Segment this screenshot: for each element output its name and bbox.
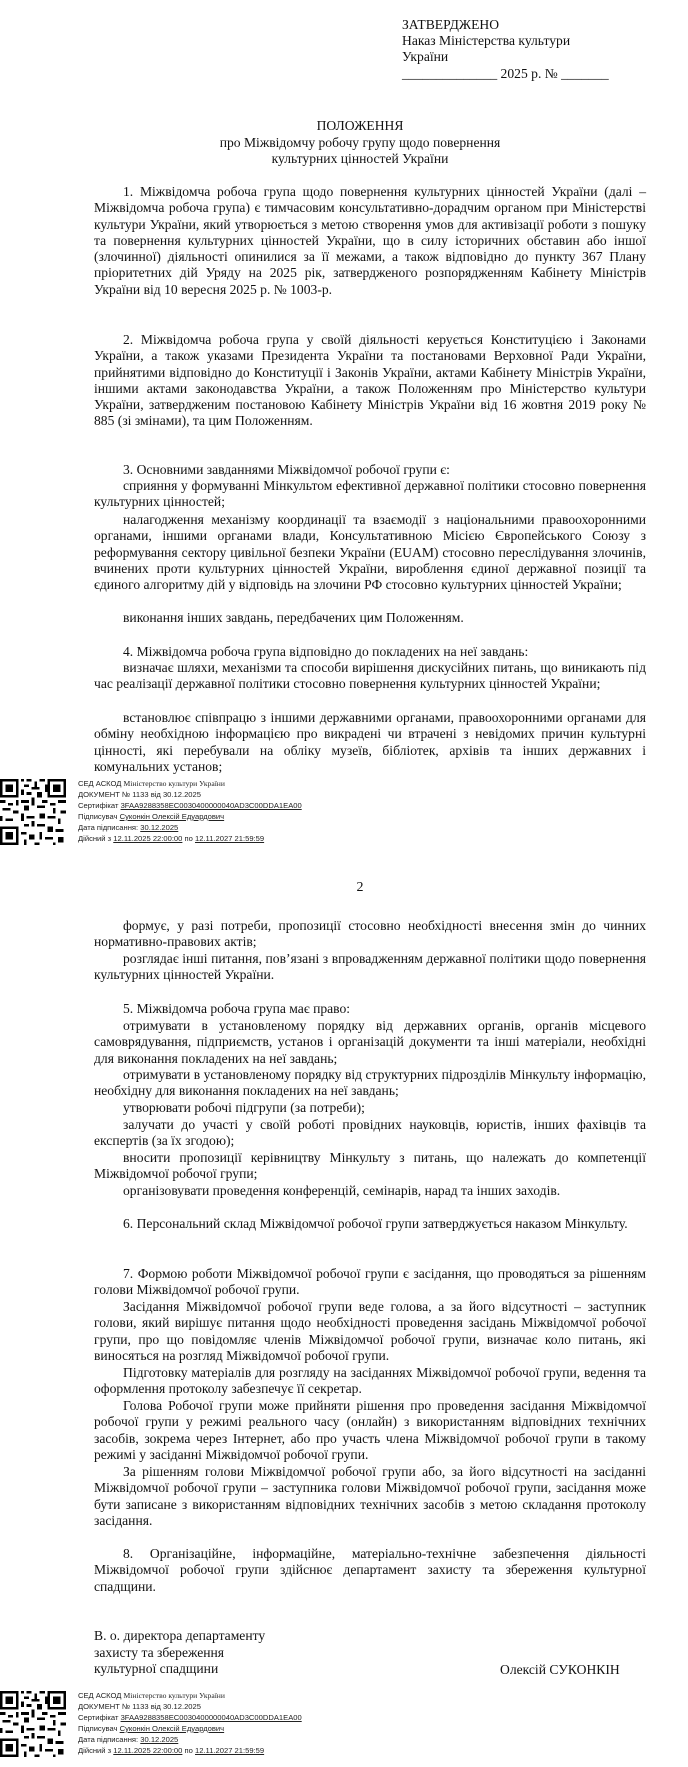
- paragraph-5-item-d: залучати до участі у своїй роботі провідних науковців, юристів, інших фахівців та експертів (за їх згодою);: [94, 1117, 646, 1149]
- signatory-position-line-2: захисту та збереження: [94, 1644, 225, 1660]
- sed-valid-label: Дійсний з: [78, 1746, 112, 1755]
- paragraph-4-heading: 4. Міжвідомча робоча група відповідно до покладених на неї завдань:: [123, 644, 529, 659]
- document-subtitle-1: про Міжвідомчу робочу групу щодо повернення: [219, 135, 501, 150]
- sed-document-number: ДОКУМЕНТ № 1133 від 30.12.2025: [78, 1702, 201, 1711]
- signatory-position-line-1: В. о. директора департаменту: [94, 1628, 266, 1643]
- paragraph-5-heading: 5. Міжвідомча робоча група має право:: [123, 1001, 351, 1016]
- paragraph-5-item-b: отримувати в установленому порядку від структурних підрозділів Мінкульту інформацію, необхідну для виконання покладених на неї завдань;: [94, 1067, 646, 1099]
- sed-signer-label: Підписувач: [78, 812, 118, 821]
- paragraph-7-item-d: За рішенням голови Міжвідомчої робочої групи або, за його відсутності на засіданні Міжвідомчої робочої групи – заступника голови Міжвідомчої робочої групи, засідання може бути записане з використанням відповідних технічних засобів з метою складання протоколу засідання.: [94, 1464, 646, 1528]
- paragraph-8: 8. Організаційне, інформаційне, матеріально-технічне забезпечення діяльності Міжвідомчої робочої групи здійснює департамент захисту та збереження культурної спадщини.: [94, 1546, 646, 1594]
- paragraph-5-item-a: отримувати в установленому порядку від державних органів, органів місцевого самоврядування, підприємств, установ і організацій документи та інші матеріали, необхідні для виконання покладених на неї завдань;: [94, 1018, 646, 1066]
- paragraph-5-item-e: вносити пропозиції керівництву Мінкульту з питань, що належать до компетенції Міжвідомчої робочої групи;: [94, 1150, 646, 1182]
- document-subtitle-2: культурних цінностей України: [271, 151, 449, 166]
- page-number: 2: [356, 880, 364, 895]
- sed-date-label: Дата підписання:: [78, 823, 139, 832]
- paragraph-2: 2. Міжвідомча робоча група у своїй діяльності керується Конституцією і Законами України, а також указами Президента України та постановами Верховної Ради України, прийнятими відповідно до Конституції і Законів України, актами Кабінету Міністрів України, іншими актами законодавства України, а також Положенням про Міністерство культури України, затвердженим постановою Кабінету Міністрів України від 16 жовтня 2019 року № 885 (зі змінами), та цим Положенням.: [94, 332, 646, 429]
- sed-valid-to-link[interactable]: 12.11.2027 21:59:59: [194, 1746, 265, 1755]
- paragraph-5-item-c: утворювати робочі підгрупи (за потреби);: [123, 1100, 365, 1115]
- sed-certificate-label: Сертифікат: [78, 801, 119, 810]
- electronic-signature-stamp: [0, 779, 330, 849]
- paragraph-1: 1. Міжвідомча робоча група щодо повернення культурних цінностей України (далі – Міжвідомча робоча група) є тимчасовим консультативно-дорадчим органом при Міністерстві культури України, який утворюється з метою створення умов для активізації роботи з пошуку та повернення культурних цінностей України, що в силу історичних обставин або іншої (злочинної) діяльності опинилися за її межами, а також відповідно до пункту 367 Плану пріоритетних дій Уряду на 2025 рік, затвердженого розпорядженням Кабінету Міністрів України від 10 вересня 2025 р. № 1003-р.: [94, 184, 646, 297]
- sed-valid-from-link[interactable]: 12.11.2025 22:00:00: [113, 834, 183, 843]
- approval-date-number: ______________ 2025 р. № _______: [402, 65, 609, 81]
- sed-date-link[interactable]: 30.12.2025: [140, 1735, 179, 1744]
- signatory-position-line-3: культурної спадщини: [94, 1661, 219, 1676]
- electronic-signature-stamp: [0, 1691, 330, 1761]
- sed-signer-link[interactable]: Суконкін Олексій Едуардович: [119, 1724, 225, 1733]
- sed-document-number: ДОКУМЕНТ № 1133 від 30.12.2025: [78, 790, 201, 799]
- sed-signer-label: Підписувач: [78, 1724, 118, 1733]
- paragraph-3-item-b: налагодження механізму координації та взаємодії з національними правоохоронними органами, іншими органами влади, Консультативною Місією Європейського Союзу з реформування сектору цивільної безпеки України (EUAM) стосовно переслідування злочинів, вчинених проти культурних цінностей України, вироблення єдиної державної позиції та єдиного алгоритму дій у відповідь на злочини РФ стосовно культурних цінностей України;: [94, 512, 646, 593]
- paragraph-4-item-a: визначає шляхи, механізми та способи вирішення дискусійних питань, що виникають під час реалізації державної політики стосовно повернення культурних цінностей України;: [94, 660, 646, 692]
- paragraph-4-item-c: формує, у разі потреби, пропозиції стосовно необхідності внесення змін до чинних нормативно-правових актів;: [94, 918, 646, 950]
- paragraph-3-item-c: виконання інших завдань, передбачених цим Положенням.: [123, 610, 464, 625]
- sed-organization: Міністерство культури України: [123, 1691, 225, 1700]
- paragraph-7-item-b: Підготовку матеріалів для розгляду на засіданнях Міжвідомчої робочої групи, ведення та оформлення протоколу забезпечує її секретар.: [94, 1365, 646, 1397]
- paragraph-7-item-a: Засідання Міжвідомчої робочої групи веде голова, а за його відсутності – заступник голови, який вирішує питання щодо необхідності проведення засідань Міжвідомчої робочої групи, про що повідомляє членів Міжвідомчої робочої групи, визначає коло питань, які виносяться на розгляд Міжвідомчої робочої групи.: [94, 1299, 646, 1363]
- sed-date-label: Дата підписання:: [78, 1735, 139, 1744]
- qr-code-icon: [0, 1691, 66, 1757]
- sed-system: СЕД АСКОД: [78, 1691, 122, 1700]
- signature-details: [78, 778, 302, 844]
- document-title: ПОЛОЖЕННЯ: [316, 118, 404, 133]
- paragraph-7: 7. Формою роботи Міжвідомчої робочої групи є засідання, що проводяться за рішенням голови Міжвідомчої робочої групи.: [94, 1266, 646, 1298]
- qr-code-icon: [0, 779, 66, 845]
- signature-details: [78, 1690, 302, 1756]
- signatory-name: Олексій СУКОНКІН: [500, 1662, 620, 1677]
- paragraph-3-item-a: сприяння у формуванні Мінкультом ефективної державної політики стосовно повернення культурних цінностей;: [94, 478, 646, 510]
- paragraph-4-item-b: встановлює співпрацю з іншими державними органами, правоохоронними органами для обміну необхідною інформацією про викрадені чи втрачені з невідомих причин культурні цінності, які перебували на обліку музеїв, бібліотек, архівів та інших державних і комунальних установ;: [94, 710, 646, 774]
- sed-system: СЕД АСКОД: [78, 779, 122, 788]
- paragraph-5-item-f: організовувати проведення конференцій, семінарів, нарад та інших заходів.: [123, 1183, 561, 1198]
- sed-certificate-link[interactable]: 3FAA9288358EC0030400000040AD3C00DDA1EA00: [120, 1713, 302, 1722]
- sed-certificate-label: Сертифікат: [78, 1713, 119, 1722]
- sed-valid-mid: по: [184, 1746, 193, 1755]
- paragraph-4-item-d: розглядає інші питання, пов’язані з впровадженням державної політики щодо повернення культурних цінностей України.: [94, 951, 646, 983]
- approval-country: України: [402, 49, 449, 65]
- sed-organization: Міністерство культури України: [123, 779, 225, 788]
- paragraph-7-item-c: Голова Робочої групи може прийняти рішення про проведення засідання Міжвідомчої робочої групи у режимі реального часу (онлайн) з використанням відповідних технічних засобів, зокрема через Інтернет, або про участь члена Міжвідомчої робочої групи в такому режимі у засіданні Міжвідомчої робочої групи.: [94, 1398, 646, 1462]
- sed-valid-mid: по: [184, 834, 193, 843]
- sed-valid-to-link[interactable]: 12.11.2027 21:59:59: [194, 834, 265, 843]
- sed-signer-link[interactable]: Суконкін Олексій Едуардович: [119, 812, 225, 821]
- sed-valid-from-link[interactable]: 12.11.2025 22:00:00: [113, 1746, 183, 1755]
- sed-certificate-link[interactable]: 3FAA9288358EC0030400000040AD3C00DDA1EA00: [120, 801, 302, 810]
- approval-block: [402, 17, 622, 82]
- approval-order: Наказ Міністерства культури: [402, 33, 571, 49]
- paragraph-3-heading: 3. Основними завданнями Міжвідомчої робочої групи є:: [123, 462, 450, 477]
- sed-valid-label: Дійсний з: [78, 834, 112, 843]
- sed-date-link[interactable]: 30.12.2025: [140, 823, 179, 832]
- signatory-position: [94, 1628, 265, 1678]
- paragraph-6: 6. Персональний склад Міжвідомчої робочої групи затверджується наказом Мінкульту.: [123, 1216, 628, 1231]
- approval-title: ЗАТВЕРДЖЕНО: [402, 17, 500, 32]
